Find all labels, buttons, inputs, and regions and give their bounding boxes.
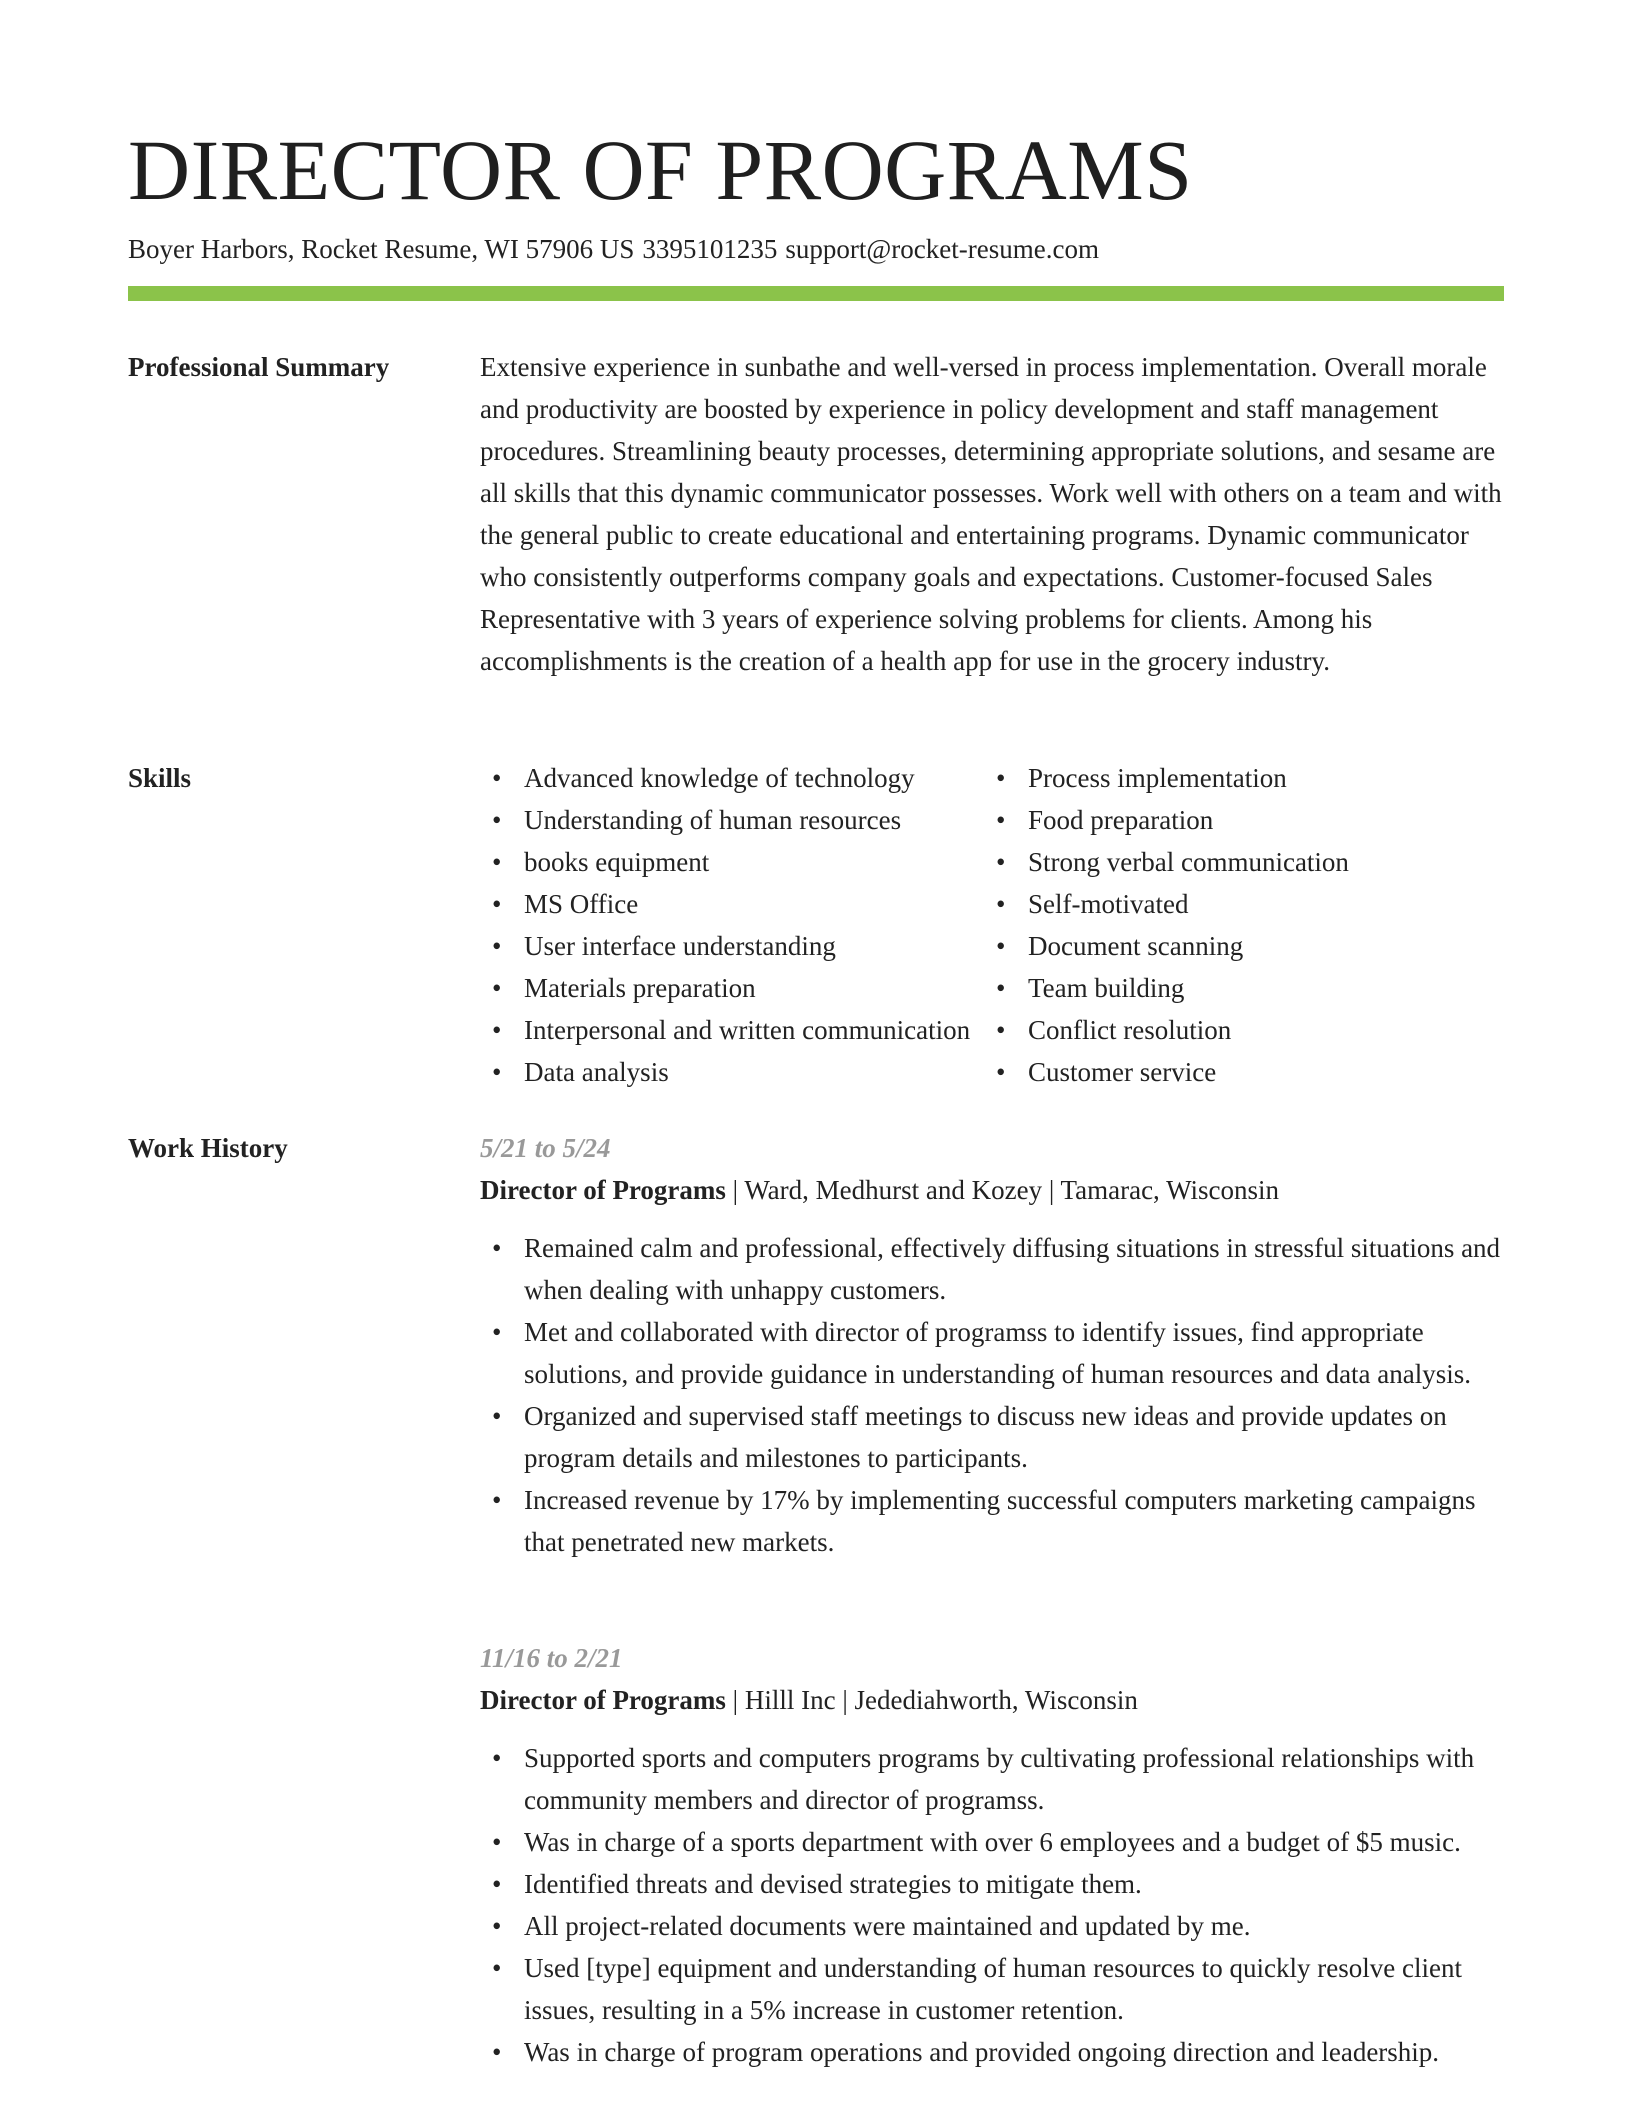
job-bullet: • Was in charge of a sports department with over 6 employees and a budget of $5 music.	[480, 1821, 1504, 1863]
skill-item: • Understanding of human resources	[480, 799, 984, 841]
skills-list	[480, 757, 1504, 1093]
summary-text: Extensive experience in sunbathe and well-versed in process implementation. Overall morale and productivity are boosted by experience in policy development and staff management procedures. Streamlining beauty processes, determining appropriate solutions, and sesame are all skills that this dynamic communicator possesses. Work well with others on a team and with the general public to create educational and entertaining programs. Dynamic communicator who consistently outperforms company goals and expectations. Customer-focused Sales Representative with 3 years of experience solving problems for clients. Among his accomplishments is the creation of a health app for use in the grocery industry.	[480, 352, 1502, 676]
skill-item: • Interpersonal and written communication	[480, 1009, 984, 1051]
job-title: Director of Programs	[480, 1175, 726, 1205]
contact-phone: 3395101235	[642, 234, 778, 264]
skill-item: • Process implementation	[984, 757, 1488, 799]
skill-item: • Food preparation	[984, 799, 1488, 841]
job-bullet: • Remained calm and professional, effectively diffusing situations in stressful situations and when dealing with unhappy customers.	[480, 1227, 1504, 1311]
job-bullet: • Identified threats and devised strategies to mitigate them.	[480, 1863, 1504, 1905]
job-company: Ward, Medhurst and Kozey	[744, 1175, 1043, 1205]
job-heading: Director of Programs | Hilll Inc | Jedediahworth, Wisconsin	[480, 1685, 1138, 1715]
job-company: Hilll Inc	[744, 1685, 836, 1715]
skills-column-left	[480, 757, 984, 1093]
job-bullet: • Supported sports and computers programs by cultivating professional relationships with community members and director of programss.	[480, 1737, 1504, 1821]
job-heading: Director of Programs | Ward, Medhurst and Kozey | Tamarac, Wisconsin	[480, 1175, 1279, 1205]
job-bullets	[480, 1227, 1504, 1563]
skill-item: • Conflict resolution	[984, 1009, 1488, 1051]
contact-address: Boyer Harbors, Rocket Resume, WI 57906 US	[128, 234, 635, 264]
skill-item: • Document scanning	[984, 925, 1488, 967]
skill-item: • Materials preparation	[480, 967, 984, 1009]
job-bullet: • Organized and supervised staff meetings to discuss new ideas and provide updates on program details and milestones to participants.	[480, 1395, 1504, 1479]
job-location: Tamarac, Wisconsin	[1060, 1175, 1279, 1205]
skills-column-right	[984, 757, 1488, 1093]
section-label-skills: Skills	[128, 763, 192, 793]
skill-item: • Self-motivated	[984, 883, 1488, 925]
skill-item: • Advanced knowledge of technology	[480, 757, 984, 799]
skill-item: • books equipment	[480, 841, 984, 883]
skill-item: • Strong verbal communication	[984, 841, 1488, 883]
job-bullet: • Was in charge of program operations and provided ongoing direction and leadership.	[480, 2031, 1504, 2073]
resume-name: DIRECTOR OF PROGRAMS	[128, 122, 1193, 218]
contact-line	[128, 232, 1107, 266]
job-title: Director of Programs	[480, 1685, 726, 1715]
accent-divider	[128, 286, 1504, 301]
skill-item: • Customer service	[984, 1051, 1488, 1093]
job-bullet: • All project-related documents were maintained and updated by me.	[480, 1905, 1504, 1947]
job-bullet: • Met and collaborated with director of programss to identify issues, find appropriate solutions, and provide guidance in understanding of human resources and data analysis.	[480, 1311, 1504, 1395]
job-bullet: • Used [type] equipment and understanding of human resources to quickly resolve client issues, resulting in a 5% increase in customer retention.	[480, 1947, 1504, 2031]
section-label-summary: Professional Summary	[128, 352, 390, 382]
skill-item: • Data analysis	[480, 1051, 984, 1093]
job-bullet: • Increased revenue by 17% by implementing successful computers marketing campaigns that penetrated new markets.	[480, 1479, 1504, 1563]
skill-item: • MS Office	[480, 883, 984, 925]
job-location: Jedediahworth, Wisconsin	[854, 1685, 1138, 1715]
job-entry	[480, 1127, 1504, 1563]
job-dates: 5/21 to 5/24	[480, 1133, 611, 1163]
job-dates: 11/16 to 2/21	[480, 1643, 623, 1673]
job-entry	[480, 1637, 1504, 2073]
skill-item: • User interface understanding	[480, 925, 984, 967]
contact-email[interactable]: support@rocket-resume.com	[785, 234, 1099, 264]
job-bullets	[480, 1737, 1504, 2073]
skill-item: • Team building	[984, 967, 1488, 1009]
section-label-work-history: Work History	[128, 1133, 288, 1163]
